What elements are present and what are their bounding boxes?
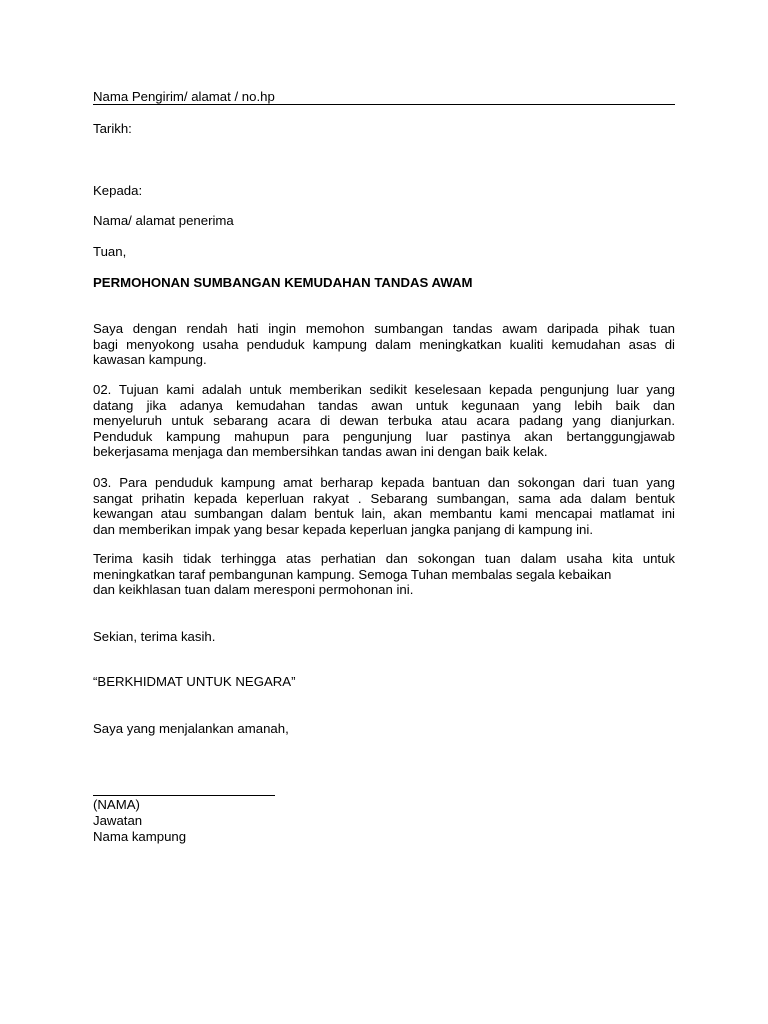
header-rule [93,104,675,105]
paragraph-line: menyeluruh untuk sebarang acara di dewan terbuka atau acara padang yang dianjurkan. [93,413,675,428]
sender-header: Nama Pengirim/ alamat / no.hp [93,89,275,104]
paragraph-line: sangat prihatin kepada keperluan rakyat . Sebarang sumbangan, sama ada dalam bentuk [93,490,675,506]
signature-line [93,795,275,796]
signatory-name: (NAMA) [93,797,140,812]
to-label: Kepada: [93,183,143,198]
paragraph-line: 02. Tujuan kami adalah untuk memberikan sedikit keselesaan kepada pengunjung luar yang [93,382,675,397]
paragraph-4 [93,551,675,598]
paragraph-line: meningkatkan taraf pembangunan kampung. Semoga Tuhan membalas segala kebaikan [93,566,612,582]
paragraph-line: Saya dengan rendah hati ingin memohon sumbangan tandas awam daripada pihak tuan [93,321,675,336]
paragraph-line: 03. Para penduduk kampung amat berharap kepada bantuan dan sokongan dari tuan yang [93,475,675,490]
paragraph-line: Penduduk kampung mahupun para pengunjung luar pastinya akan bertanggungjawab [93,428,675,444]
signoff: Saya yang menjalankan amanah, [93,721,289,736]
paragraph-line: datang jika adanya kemudahan tandas awan untuk kegunaan yang lebih baik dan [93,397,675,413]
signatory-position: Jawatan [93,813,143,828]
paragraph-1 [93,321,675,368]
salutation: Tuan, [93,244,127,259]
paragraph-line: Terima kasih tidak terhingga atas perhatian dan sokongan tuan dalam usaha kita untuk [93,551,675,566]
paragraph-line: dan memberikan impak yang besar kepada keperluan jangka panjang di kampung ini. [93,521,593,537]
paragraph-line: bekerjasama menjaga dan membersihkan tandas awan ini dengan baik kelak. [93,444,548,459]
date-label: Tarikh: [93,121,132,136]
paragraph-line: kewangan atau sumbangan dalam bentuk lain, akan membantu kami mencapai matlamat ini [93,506,675,521]
paragraph-3 [93,475,675,537]
letter-subject: PERMOHONAN SUMBANGAN KEMUDAHAN TANDAS AWAM [93,275,473,290]
paragraph-line: kawasan kampung. [93,352,207,367]
paragraph-2 [93,382,675,460]
paragraph-line: bagi menyokong usaha penduduk kampung dalam meningkatkan kualiti kemudahan asas di [93,336,675,352]
signatory-village: Nama kampung [93,829,187,844]
paragraph-line: dan keikhlasan tuan dalam meresponi permohonan ini. [93,582,414,597]
recipient-address: Nama/ alamat penerima [93,213,234,228]
closing-text: Sekian, terima kasih. [93,629,216,644]
motto: “BERKHIDMAT UNTUK NEGARA” [93,674,296,689]
